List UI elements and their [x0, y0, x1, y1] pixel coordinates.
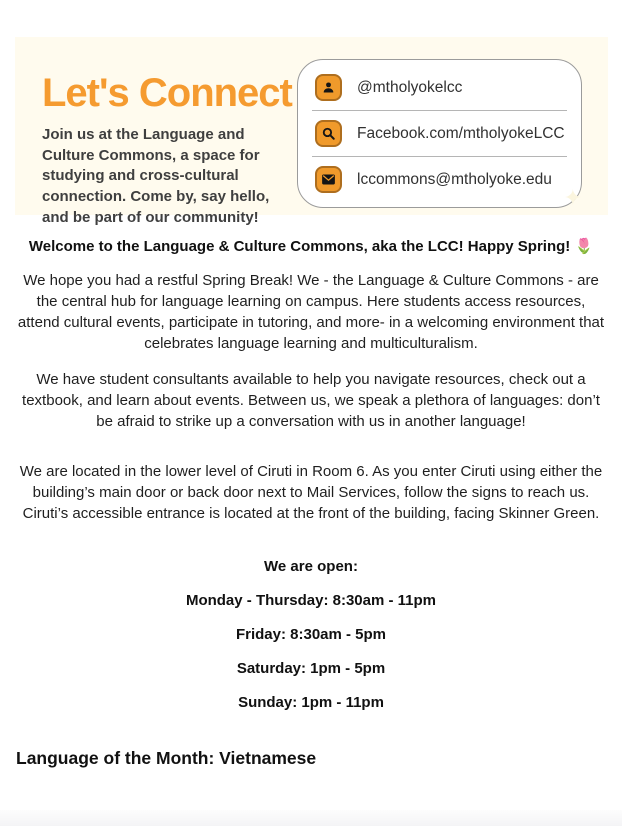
location-paragraph: We are located in the lower level of Ciruti in Room 6. As you enter Ciruti using either the building’s main door or back door next to Mail Services, follow the signs to reach us. Ciruti’s accessible entrance is located at the front of the building, facing Skinner Green.	[19, 463, 603, 522]
contact-row-instagram[interactable]	[311, 65, 568, 110]
next-section-edge	[0, 810, 622, 826]
open-hours-block	[16, 558, 606, 711]
banner-title: Let's Connect	[42, 71, 292, 115]
consultants-paragraph: We have student consultants available to help you navigate resources, check out a textbook, and learn about events. Between us, we speak a plethora of languages: don’t be afraid to strike up a conversation with us in another language!	[22, 371, 600, 430]
newsletter-body	[0, 237, 622, 769]
contact-card	[297, 59, 582, 208]
language-of-month-heading: Language of the Month: Vietnamese	[16, 748, 317, 768]
welcome-heading: Welcome to the Language & Culture Commons, aka the LCC! Happy Spring! 🌷	[28, 238, 594, 255]
hours-mon-thu: Monday - Thursday: 8:30am - 11pm	[185, 592, 437, 609]
instagram-handle: @mtholyokelcc	[357, 78, 463, 96]
hours-friday: Friday: 8:30am - 5pm	[235, 626, 387, 643]
contact-row-email[interactable]	[311, 157, 568, 202]
hours-saturday: Saturday: 1pm - 5pm	[236, 660, 386, 677]
banner-description: Join us at the Language and Culture Commons, a space for studying and cross-cultural connection. Come by, say hello, and be part of our community!	[42, 126, 270, 226]
header-banner	[15, 37, 608, 226]
facebook-url: Facebook.com/mtholyokeLCC	[357, 124, 565, 142]
intro-paragraph: We hope you had a restful Spring Break! We - the Language & Culture Commons - are the central hub for language learning on campus. Here students access resources, attend cultural events, participate in tutoring, and more- in a welcoming environment that celebrates language learning and multiculturalism.	[17, 272, 605, 352]
search-icon	[315, 120, 342, 147]
email-icon	[315, 166, 342, 193]
banner-text-block	[42, 58, 297, 228]
hours-heading: We are open:	[264, 558, 358, 575]
contact-row-facebook[interactable]	[311, 111, 568, 156]
email-address: lccommons@mtholyoke.edu	[357, 170, 552, 188]
person-icon	[315, 74, 342, 101]
sparkle-icon: ✦	[563, 185, 582, 210]
hours-sunday: Sunday: 1pm - 11pm	[238, 694, 384, 711]
